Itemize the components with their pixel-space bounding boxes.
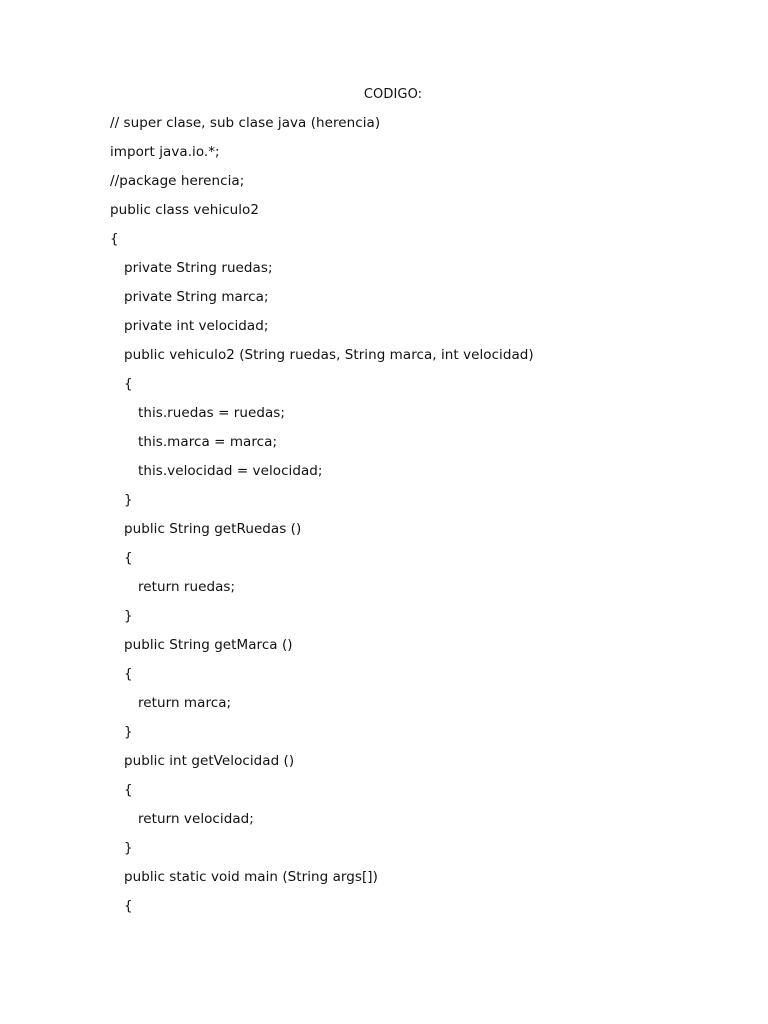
code-line: private String marca; (124, 289, 269, 305)
code-line: { (124, 376, 133, 392)
code-line: { (124, 666, 133, 682)
code-line: { (124, 550, 133, 566)
code-line: public int getVelocidad () (124, 753, 295, 769)
code-line: public vehiculo2 (String ruedas, String marca, int velocidad) (124, 347, 534, 363)
code-listing (110, 114, 534, 926)
code-line: return marca; (138, 695, 232, 711)
document-heading: CODIGO: (363, 87, 423, 102)
code-line: this.marca = marca; (138, 434, 278, 450)
code-line: { (110, 231, 119, 247)
code-line: import java.io.*; (110, 144, 220, 160)
code-line: private int velocidad; (124, 318, 269, 334)
code-line: // super clase, sub clase java (herencia) (110, 115, 381, 131)
code-line: return ruedas; (138, 579, 236, 595)
code-line: } (124, 724, 133, 740)
code-line: this.ruedas = ruedas; (138, 405, 285, 421)
code-line: private String ruedas; (124, 260, 273, 276)
code-line: } (124, 492, 133, 508)
code-line: public String getRuedas () (124, 521, 302, 537)
code-line: public class vehiculo2 (110, 202, 259, 218)
code-line: this.velocidad = velocidad; (138, 463, 323, 479)
code-line: public String getMarca () (124, 637, 293, 653)
code-line: } (124, 608, 133, 624)
code-line: //package herencia; (110, 173, 245, 189)
code-line: { (124, 782, 133, 798)
code-line: { (124, 898, 133, 914)
code-line: public static void main (String args[]) (124, 869, 378, 885)
code-line: } (124, 840, 133, 856)
code-line: return velocidad; (138, 811, 254, 827)
